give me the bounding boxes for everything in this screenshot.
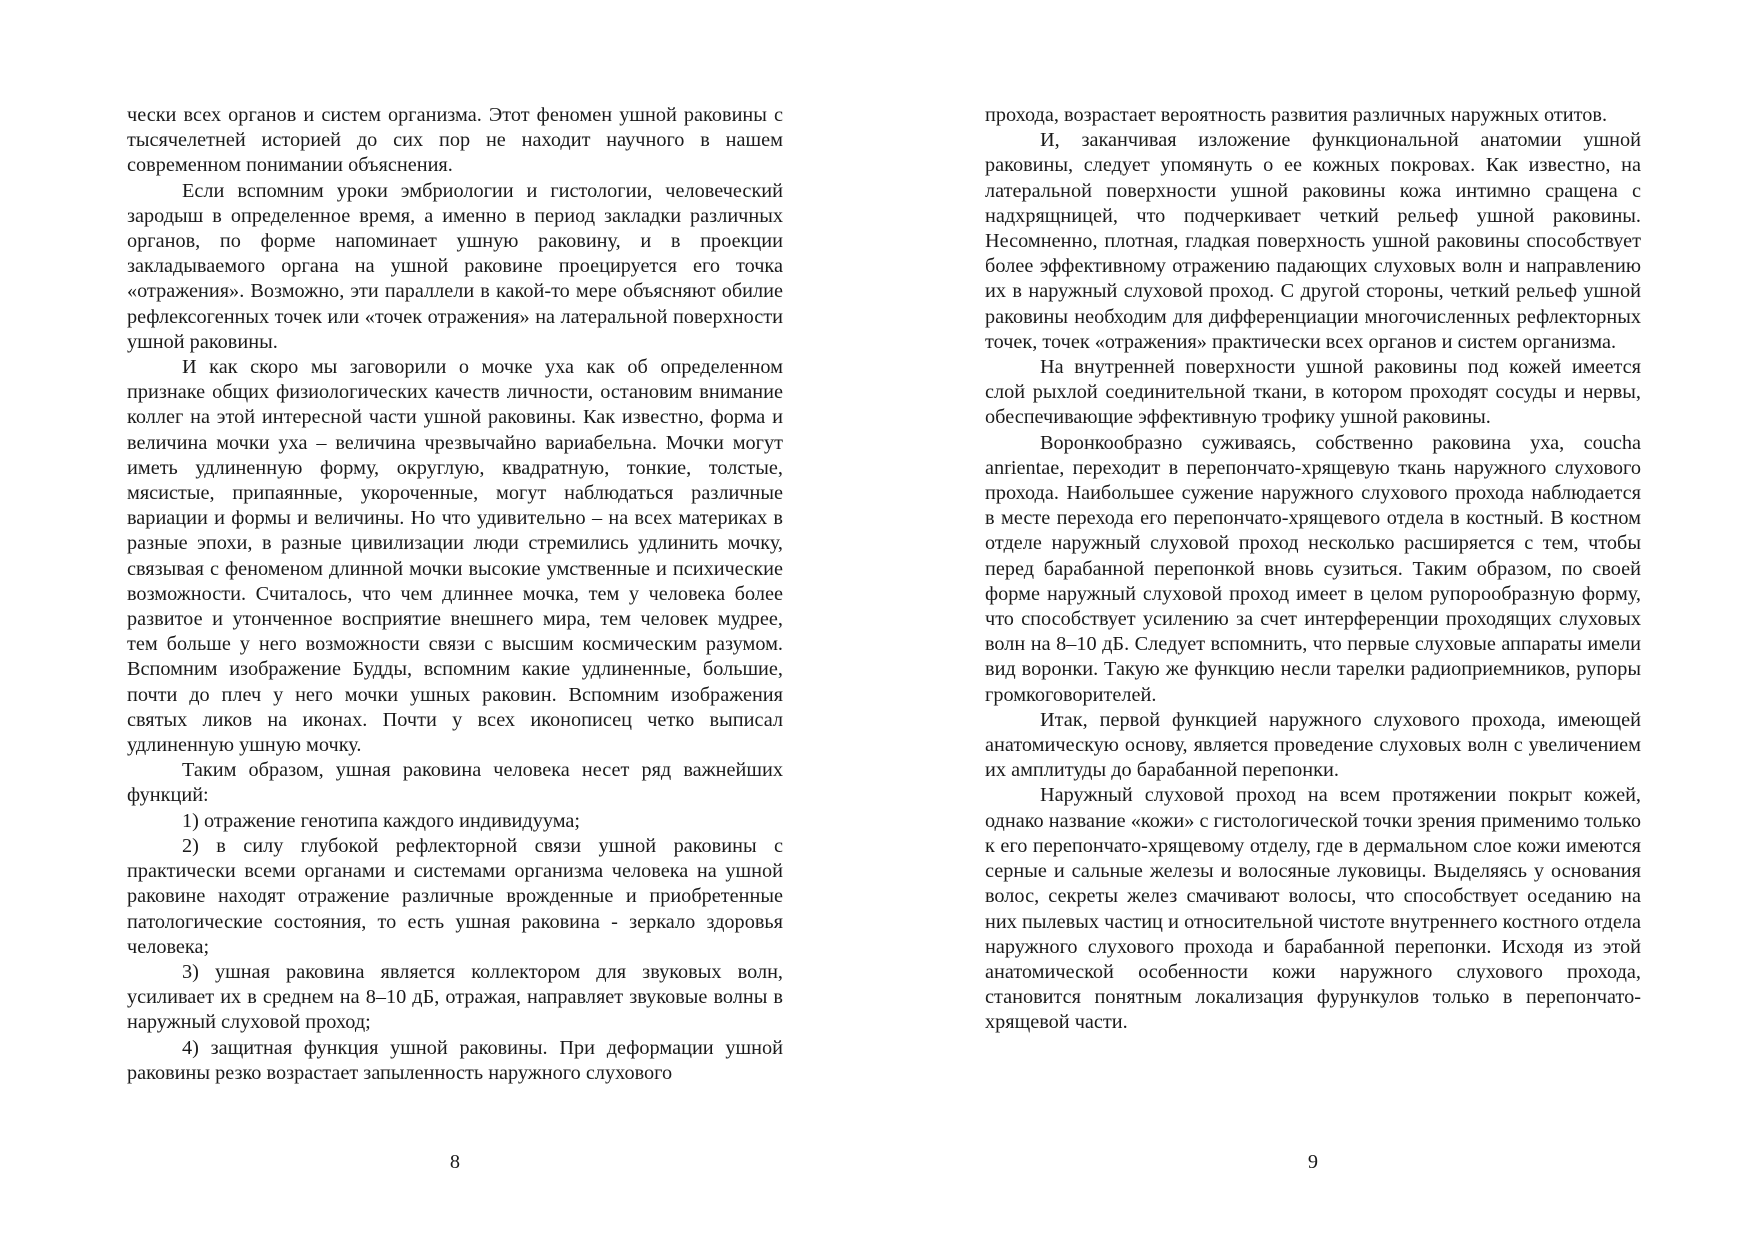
paragraph-skin: И, заканчивая изложение функциональной анатомии ушной раковины, следует упомянуть о ее кожных покровах. Как известно, на латеральной поверхности ушной раковины кожа интимно сращена с надхрящницей, что подчеркивает четкий рельеф ушной раковины. Несомненно, плотная, гладкая поверхность ушной раковины способствует более эффективному отражению падающих слуховых волн и направлению их в наружный слуховой проход. С другой стороны, четкий рельеф ушной раковины необходим для дифференциации многочисленных рефлекторных точек, точек «отражения» практически всех органов и систем организма. [985,129,1641,353]
paragraph-continuation: чески всех органов и систем организма. Этот феномен ушной раковины с тысячелетней историей до сих пор не находит научного в нашем современном понимании объяснения. [127,104,783,177]
list-item-function-1: 1) отражение генотипа каждого индивидуума; [182,809,581,832]
page-number-right: 9 [1307,1151,1319,1173]
paragraph-functions-intro: Таким образом, ушная раковина человека несет ряд важнейших функций: [127,759,783,807]
paragraph-canal-shape: Воронкообразно суживаясь, собственно раковина уха, coucha anrientae, переходит в перепончато-хрящевую ткань наружного слухового прохода. Наибольшее сужение наружного слухового прохода наблюдается в месте перехода его перепончато-хрящевого отдела в костный. В костном отделе наружный слуховой проход несколько расширяется с тем, чтобы перед барабанной перепонкой вновь сузиться. Таким образом, по своей форме наружный слуховой проход имеет в целом рупорообразную форму, что способствует усилению за счет интерференции проходящих слуховых волн на 8–10 дБ. Следует вспомнить, что первые слуховые аппараты имели вид воронки. Такую же функцию несли тарелки радиоприемников, рупоры громкоговорителей. [985,431,1641,706]
right-page-text [985,103,1641,1103]
paragraph-continuation: прохода, возрастает вероятность развития различных наружных отитов. [985,104,1608,126]
paragraph-inner-surface: На внутренней поверхности ушной раковины под кожей имеется слой рыхлой соединительной ткани, в котором проходят сосуды и нервы, обеспечивающие эффективную трофику ушной раковины. [985,356,1641,429]
list-item-function-3: 3) ушная раковина является коллектором для звуковых волн, усиливает их в среднем на 8–10 дБ, отражая, направляет звуковые волны в наружный слуховой проход; [127,960,783,1034]
paragraph-embryology: Если вспомним уроки эмбриологии и гистологии, человеческий зародыш в определенное время, а именно в период закладки различных органов, по форме напоминает ушную раковину, и в проекции закладываемого органа на ушной раковине проецируется его точка «отражения». Возможно, эти параллели в какой-то мере объясняют обилие рефлексогенных точек или «точек отражения» на латеральной поверхности ушной раковины. [127,179,783,353]
left-page-text [127,103,783,1103]
paragraph-first-function: Итак, первой функцией наружного слухового прохода, имеющей анатомическую основу, является проведение слуховых волн с увеличением их амплитуды до барабанной перепонки. [985,708,1641,782]
list-item-function-2: 2) в силу глубокой рефлекторной связи ушной раковины с практически всеми органами и системами организма человека на ушной раковине находят отражение различные врожденные и приобретенные патологические состояния, то есть ушная раковина - зеркало здоровья человека; [127,834,783,958]
paragraph-canal-skin: Наружный слуховой проход на всем протяжении покрыт кожей, однако название «кожи» с гистологической точки зрения применимо только к его перепончато-хрящевому отделу, где в дермальном слое кожи имеются серные и сальные железы и волосяные луковицы. Выделяясь у основания волос, секреты желез смачивают волосы, что способствует оседанию на них пылевых частиц и относительной чистоте внутреннего костного отдела наружного слухового прохода и барабанной перепонки. Исходя из этой анатомической особенности кожи наружного слухового прохода, становится понятным локализация фурункулов только в перепончато-хрящевой части. [985,784,1641,1034]
list-item-function-4: 4) защитная функция ушной раковины. При деформации ушной раковины резко возрастает запыленность наружного слухового [127,1036,783,1084]
page-number-left: 8 [449,1151,461,1173]
paragraph-earlobe: И как скоро мы заговорили о мочке уха как об определенном признаке общих физиологических качеств личности, остановим внимание коллег на этой интересной части ушной раковины. Как известно, форма и величина мочки уха – величина чрезвычайно вариабельна. Мочки могут иметь удлиненную форму, округлую, квадратную, тонкие, толстые, мясистые, припаянные, укороченные, могут наблюдаться различные вариации и формы и величины. Но что удивительно – на всех материках в разные эпохи, в разные цивилизации люди стремились удлинить мочку, связывая с феноменом длинной мочки высокие умственные и психические возможности. Считалось, что чем длиннее мочка, тем у человека более развитое и утонченное восприятие внешнего мира, тем человек мудрее, тем больше у него возможности связи с высшим космическим разумом. Вспомним изображение Будды, вспомним какие удлиненные, большие, почти до плеч у него мочки ушных раковин. Вспомним изображения святых ликов на иконах. Почти у всех иконописец четко выписал удлиненную ушную мочку. [127,356,783,757]
